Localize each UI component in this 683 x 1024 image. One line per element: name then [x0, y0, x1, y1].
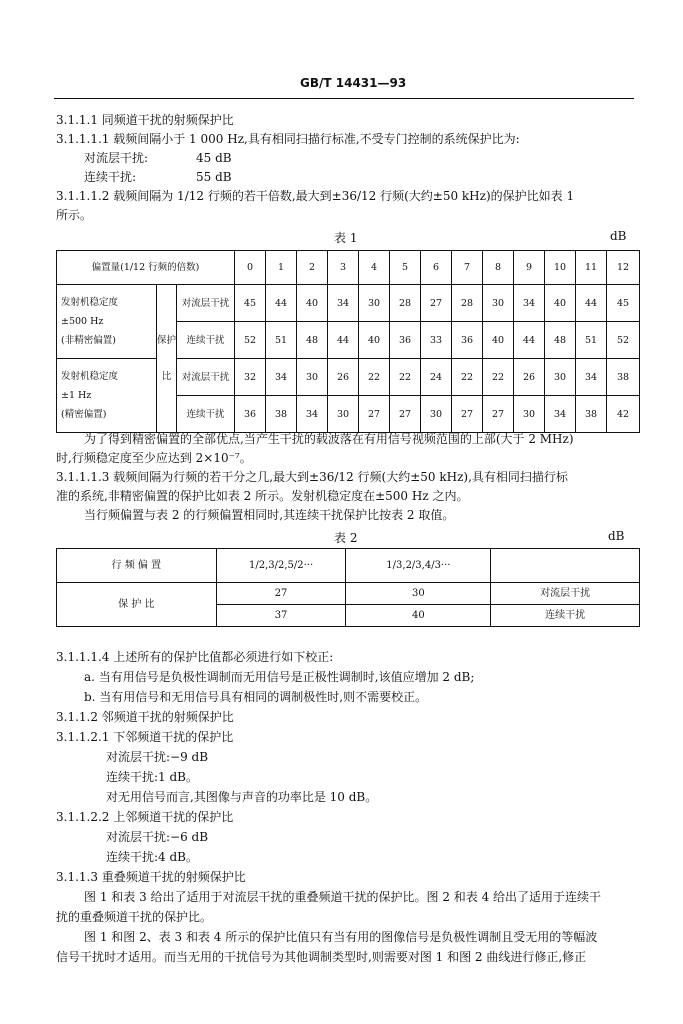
- t1-cell: 30: [421, 396, 452, 433]
- t2-cell: 30: [346, 583, 491, 605]
- t1-cell: 33: [421, 322, 452, 359]
- t1-cell: 27: [359, 396, 390, 433]
- t1-cell: 36: [235, 396, 266, 433]
- t1-group-nonprecise: [57, 285, 157, 359]
- upper-conv: 对流层干扰:−6 dB: [106, 830, 209, 844]
- t1-group-line: 发射机稳定度: [61, 297, 119, 308]
- t2-row-type: 连续干扰: [491, 605, 640, 627]
- t1-cell: 34: [576, 359, 607, 396]
- table2-caption: 表 2: [334, 531, 358, 545]
- section-3-1-1-2-1: 3.1.1.2.1 下邻频道干扰的保护比: [56, 730, 234, 744]
- table1: [56, 250, 640, 433]
- t2-protection-ratio-label: 保 护 比: [57, 583, 217, 627]
- t1-cell: 44: [514, 322, 545, 359]
- para-overlap-1-cont: 扰的重叠频道干扰的保护比。: [56, 910, 213, 924]
- section-3-1-1-1-3-cont: 准的系统,非精密偏置的保护比如表 2 所示。发射机稳定度在±500 Hz 之内。: [56, 489, 469, 503]
- t1-cell: 26: [328, 359, 359, 396]
- t1-cell: 22: [483, 359, 514, 396]
- t1-cell: 34: [514, 285, 545, 322]
- t1-cell: 45: [235, 285, 266, 322]
- t1-cell: 52: [235, 322, 266, 359]
- t1-row-type: 对流层干扰: [177, 285, 235, 322]
- cont-label: 连续干扰:: [84, 170, 137, 184]
- t1-group-line: (非精密偏置): [61, 335, 116, 346]
- t1-offset: 1: [266, 251, 297, 285]
- table2-unit: dB: [608, 529, 625, 543]
- section-3-1-1-1-1: 3.1.1.1.1 载频间隔小于 1 000 Hz,具有相同扫描行标准,不受专门控制的系统保护比为:: [56, 132, 520, 146]
- t1-cell: 36: [452, 322, 483, 359]
- t1-cell: 45: [607, 285, 640, 322]
- section-3-1-1-1-3-note: 当行频偏置与表 2 的行频偏置相同时,其连续干扰保护比按表 2 取值。: [84, 508, 455, 522]
- t1-offset: 2: [297, 251, 328, 285]
- lower-conv: 对流层干扰:−9 dB: [106, 750, 209, 764]
- para-after-table1: 为了得到精密偏置的全部优点,当产生干扰的载波落在有用信号视频范围的上部(大于 2 MHz): [84, 432, 574, 446]
- t1-cell: 38: [607, 359, 640, 396]
- t1-cell: 48: [545, 322, 576, 359]
- t1-cell: 30: [514, 396, 545, 433]
- t1-cell: 27: [421, 285, 452, 322]
- t1-cell: 32: [235, 359, 266, 396]
- lower-note: 对无用信号而言,其图像与声音的功率比是 10 dB。: [106, 790, 378, 804]
- t1-cell: 24: [421, 359, 452, 396]
- lower-cont: 连续干扰:1 dB。: [106, 770, 198, 784]
- para-after-table1-cont: 时,行频稳定度至少应达到 2×10⁻⁷。: [56, 451, 252, 465]
- section-3-1-1-1-2: 3.1.1.1.2 载频间隔为 1/12 行频的若干倍数,最大到±36/12 行频(大约±50 kHz)的保护比如表 1: [56, 189, 575, 203]
- t1-cell: 22: [390, 359, 421, 396]
- cont-value: 55 dB: [196, 170, 232, 184]
- t2-offset-col: 1/2,3/2,5/2···: [216, 549, 346, 583]
- t1-cell: 40: [483, 322, 514, 359]
- t1-cell: 44: [328, 322, 359, 359]
- t2-cell: 40: [346, 605, 491, 627]
- section-3-1-1-1-3: 3.1.1.1.3 载频间隔为行频的若干分之几,最大到±36/12 行频(大约±50 kHz),具有相同扫描行标: [56, 470, 568, 484]
- t1-offset: 3: [328, 251, 359, 285]
- table2: [56, 548, 640, 627]
- t1-cell: 40: [297, 285, 328, 322]
- t1-cell: 40: [359, 322, 390, 359]
- t2-offset-label: 行 频 偏 置: [57, 549, 217, 583]
- t1-cell: 27: [390, 396, 421, 433]
- upper-cont: 连续干扰:4 dB。: [106, 850, 198, 864]
- t1-cell: 34: [328, 285, 359, 322]
- t1-cell: 42: [607, 396, 640, 433]
- t1-cell: 44: [576, 285, 607, 322]
- t1-cell: 30: [297, 359, 328, 396]
- t1-offset: 0: [235, 251, 266, 285]
- t2-cell: 27: [216, 583, 346, 605]
- section-3-1-1-3: 3.1.1.3 重叠频道干扰的射频保护比: [56, 870, 246, 884]
- section-3-1-1-1-4: 3.1.1.1.4 上述所有的保护比值都必须进行如下校正:: [56, 650, 334, 664]
- t1-cell: 34: [266, 359, 297, 396]
- t2-empty-cell: [491, 549, 640, 583]
- section-3-1-1-2: 3.1.1.2 邻频道干扰的射频保护比: [56, 710, 234, 724]
- t1-cell: 28: [390, 285, 421, 322]
- t1-offset: 9: [514, 251, 545, 285]
- t1-offset: 11: [576, 251, 607, 285]
- section-3-1-1-2-2: 3.1.1.2.2 上邻频道干扰的保护比: [56, 810, 234, 824]
- t1-cell: 22: [359, 359, 390, 396]
- conv-value: 45 dB: [196, 151, 232, 165]
- t1-cell: 27: [483, 396, 514, 433]
- para-overlap-2: 图 1 和图 2、表 3 和表 4 所示的保护比值只有当有用的图像信号是负极性调制且受无用的等幅波: [84, 930, 598, 944]
- t1-cell: 27: [452, 396, 483, 433]
- t2-cell: 37: [216, 605, 346, 627]
- t1-group-line: ±500 Hz: [61, 316, 104, 327]
- standard-number: GB/T 14431—93: [300, 76, 407, 90]
- t1-cell: 22: [452, 359, 483, 396]
- t1-cell: 51: [266, 322, 297, 359]
- t1-group-line: 发射机稳定度: [61, 371, 119, 382]
- t1-offset: 8: [483, 251, 514, 285]
- t1-cell: 34: [297, 396, 328, 433]
- conv-label: 对流层干扰:: [84, 151, 149, 165]
- para-overlap-2-cont: 信号干扰时才适用。而当无用的干扰信号为其他调制类型时,则需要对图 1 和图 2 曲线进行修正,修正: [56, 950, 587, 964]
- section-3-1-1-1: 3.1.1.1 同频道干扰的射频保护比: [56, 113, 234, 127]
- para-overlap-1: 图 1 和表 3 给出了适用于对流层干扰的重叠频道干扰的保护比。图 2 和表 4 给出了适用于连续干: [84, 890, 602, 904]
- t1-cell: 44: [266, 285, 297, 322]
- table1-unit: dB: [610, 229, 627, 243]
- t1-cell: 36: [390, 322, 421, 359]
- t1-group-line: ±1 Hz: [61, 390, 92, 401]
- t1-row-type: 连续干扰: [177, 396, 235, 433]
- t1-offset: 5: [390, 251, 421, 285]
- t1-cell: 40: [545, 285, 576, 322]
- t1-protection-ratio-label: 保护比: [157, 285, 177, 433]
- t2-row-type: 对流层干扰: [491, 583, 640, 605]
- t1-cell: 51: [576, 322, 607, 359]
- table1-caption: 表 1: [334, 231, 358, 245]
- t1-cell: 38: [266, 396, 297, 433]
- t1-cell: 48: [297, 322, 328, 359]
- t1-cell: 26: [514, 359, 545, 396]
- header-rule: [54, 98, 634, 99]
- list-item-b: b. 当有用信号和无用信号具有相同的调制极性时,则不需要校正。: [84, 690, 428, 704]
- t1-cell: 30: [328, 396, 359, 433]
- t1-offset: 4: [359, 251, 390, 285]
- section-3-1-1-1-2-cont: 所示。: [56, 208, 93, 222]
- t1-cell: 34: [545, 396, 576, 433]
- t1-cell: 30: [545, 359, 576, 396]
- t1-row-type: 对流层干扰: [177, 359, 235, 396]
- t1-cell: 38: [576, 396, 607, 433]
- t1-offset: 7: [452, 251, 483, 285]
- t1-cell: 30: [359, 285, 390, 322]
- t1-cell: 30: [483, 285, 514, 322]
- t1-row-type: 连续干扰: [177, 322, 235, 359]
- list-item-a: a. 当有用信号是负极性调制而无用信号是正极性调制时,该值应增加 2 dB;: [84, 670, 475, 684]
- t1-offset: 12: [607, 251, 640, 285]
- t2-offset-col: 1/3,2/3,4/3···: [346, 549, 491, 583]
- t1-offset: 6: [421, 251, 452, 285]
- t1-offset-label: 偏置量(1/12 行频的倍数): [57, 251, 235, 285]
- t1-cell: 52: [607, 322, 640, 359]
- t1-offset: 10: [545, 251, 576, 285]
- t1-group-precise: [57, 359, 157, 433]
- t1-cell: 28: [452, 285, 483, 322]
- t1-group-line: (精密偏置): [61, 409, 107, 420]
